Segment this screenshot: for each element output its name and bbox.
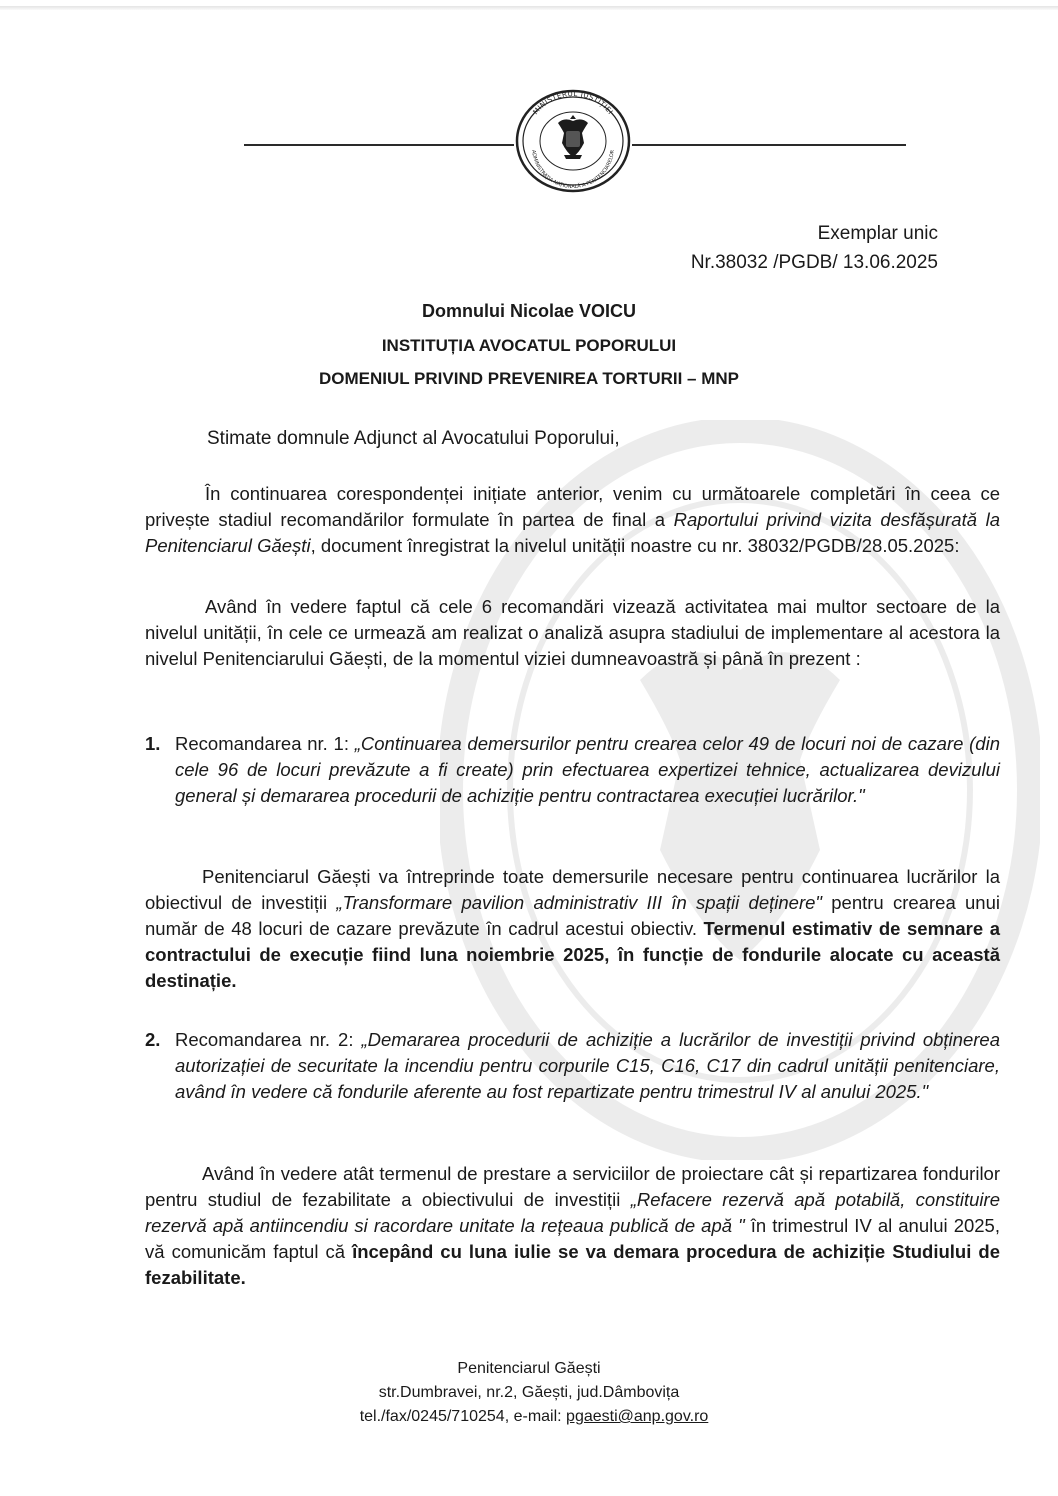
header-rule-right [632,144,906,146]
recommendation-quote: „Demararea procedurii de achiziție a lucrărilor de investiții privind obținerea autorizației de securitate la incendiu pentru corpurile C15, C16, C17 din cadrul unității penitenciare, având în vedere că fondurile aferente au fost repartizate pentru trimestrul IV al anului 2025." [175,1029,1000,1102]
footer-phone: tel./fax/0245/710254, e-mail: [359,1408,567,1425]
response-text-a: Penitenciarul Găești va întreprinde toate demersurile necesare pentru continuarea lucrărilor la obiectivul de investiții [145,866,1000,913]
salutation: Stimate domnule Adjunct al Avocatului Poporului, [207,428,620,449]
recommendation-2-response [145,1161,1000,1291]
intro-text-b: , document înregistrat la nivelul unității noastre cu nr. 38032/PGDB/28.05.2025: [310,535,960,556]
report-title: Raportului privind vizita desfășurată la Penitenciarul Găești [145,509,1000,556]
addressee-department: DOMENIUL PRIVIND PREVENIREA TORTURII – MNP [318,369,739,388]
header-rule-left [244,144,514,146]
intro-text-a: În continuarea corespondenței inițiate anterior, venim cu următoarele completări în ceea ce privește stadiul recomandărilor formulate în partea de final a [145,483,1000,530]
response-deadline: începând cu luna iulie se va demara procedura de achiziție Studiului de fezabilitate. [145,1241,1000,1288]
registration-number: Nr.38032 /PGDB/ 13.06.2025 [690,252,938,273]
recommendation-number: 2. [145,1029,161,1050]
svg-text:ADMINISTRAȚIA NAȚIONALĂ A PENI: ADMINISTRAȚIA NAȚIONALĂ A PENITENCIARELOR [530,149,616,190]
response-text-b: în trimestrul IV al anului 2025, vă comunicăm faptul că [145,1215,1000,1262]
reference-block [691,219,938,277]
response-text-b: pentru crearea unui număr de 48 locuri de cazare prevăzute în cadrul acestui obiectiv. [145,892,1000,939]
recommendation-2 [145,1027,1000,1105]
addressee-institution: INSTITUȚIA AVOCATUL POPORULUI [381,336,677,355]
intro-text-c: Având în vedere faptul că cele 6 recomandări vizează activitatea mai multor sectoare de la nivelul unității, în cele ce urmează am realizat o analiză asupra stadiului de implementare al acestora la nivelul Penitenciarului Găești, de la momentul viziei dumneavoastră și până în prezent : [145,596,1000,669]
page-top-edge [0,6,1058,10]
intro-paragraph-2 [145,594,1000,672]
footer-contact [10,1405,1058,1429]
intro-paragraph-1 [145,481,1000,559]
recommendation-1-response [145,864,1000,994]
recommendation-number: 1. [145,733,161,754]
response-text-a: Având în vedere atât termenul de prestare a serviciilor de proiectare cât și repartizarea fondurilor pentru studiul de fezabilitate a obiectivului de investiții [145,1163,1000,1210]
footer-address: str.Dumbravei, nr.2, Găești, jud.Dâmbovița [378,1384,680,1401]
footer-institution: Penitenciarul Găești [457,1360,601,1377]
investment-objective-title: „Refacere rezervă apă potabilă, constituire rezervă apă antiincendiu si racordare unitate la rețeaua publică de apă " [145,1189,1000,1236]
recommendation-label: Recomandarea nr. 1: [175,733,355,754]
letter-footer [0,1357,1058,1429]
investment-objective-title: „Transformare pavilion administrativ III în spații deținere" [336,892,822,913]
copy-type: Exemplar unic [817,223,938,244]
footer-email-link[interactable]: pgaesti@anp.gov.ro [566,1408,709,1425]
response-deadline: Termenul estimativ de semnare a contractului de execuție fiind luna noiembrie 2025, în funcție de fondurile alocate cu această destinație. [145,918,1000,991]
addressee-name: Domnului Nicolae VOICU [421,301,637,321]
recommendation-quote: „Continuarea demersurilor pentru crearea celor 49 de locuri noi de cazare (din cele 96 de locuri prevăzute a fi create) prin efectuarea expertizei tehnice, actualizarea devizului general și demararea procedurii de achiziție pentru contractarea execuției lucrărilor." [175,733,1000,806]
ministry-seal-logo [514,89,632,193]
recommendation-1 [145,731,1000,809]
svg-text:MINISTERUL JUSTIȚIEI: MINISTERUL JUSTIȚIEI [531,89,615,117]
recommendation-label: Recomandarea nr. 2: [175,1029,362,1050]
